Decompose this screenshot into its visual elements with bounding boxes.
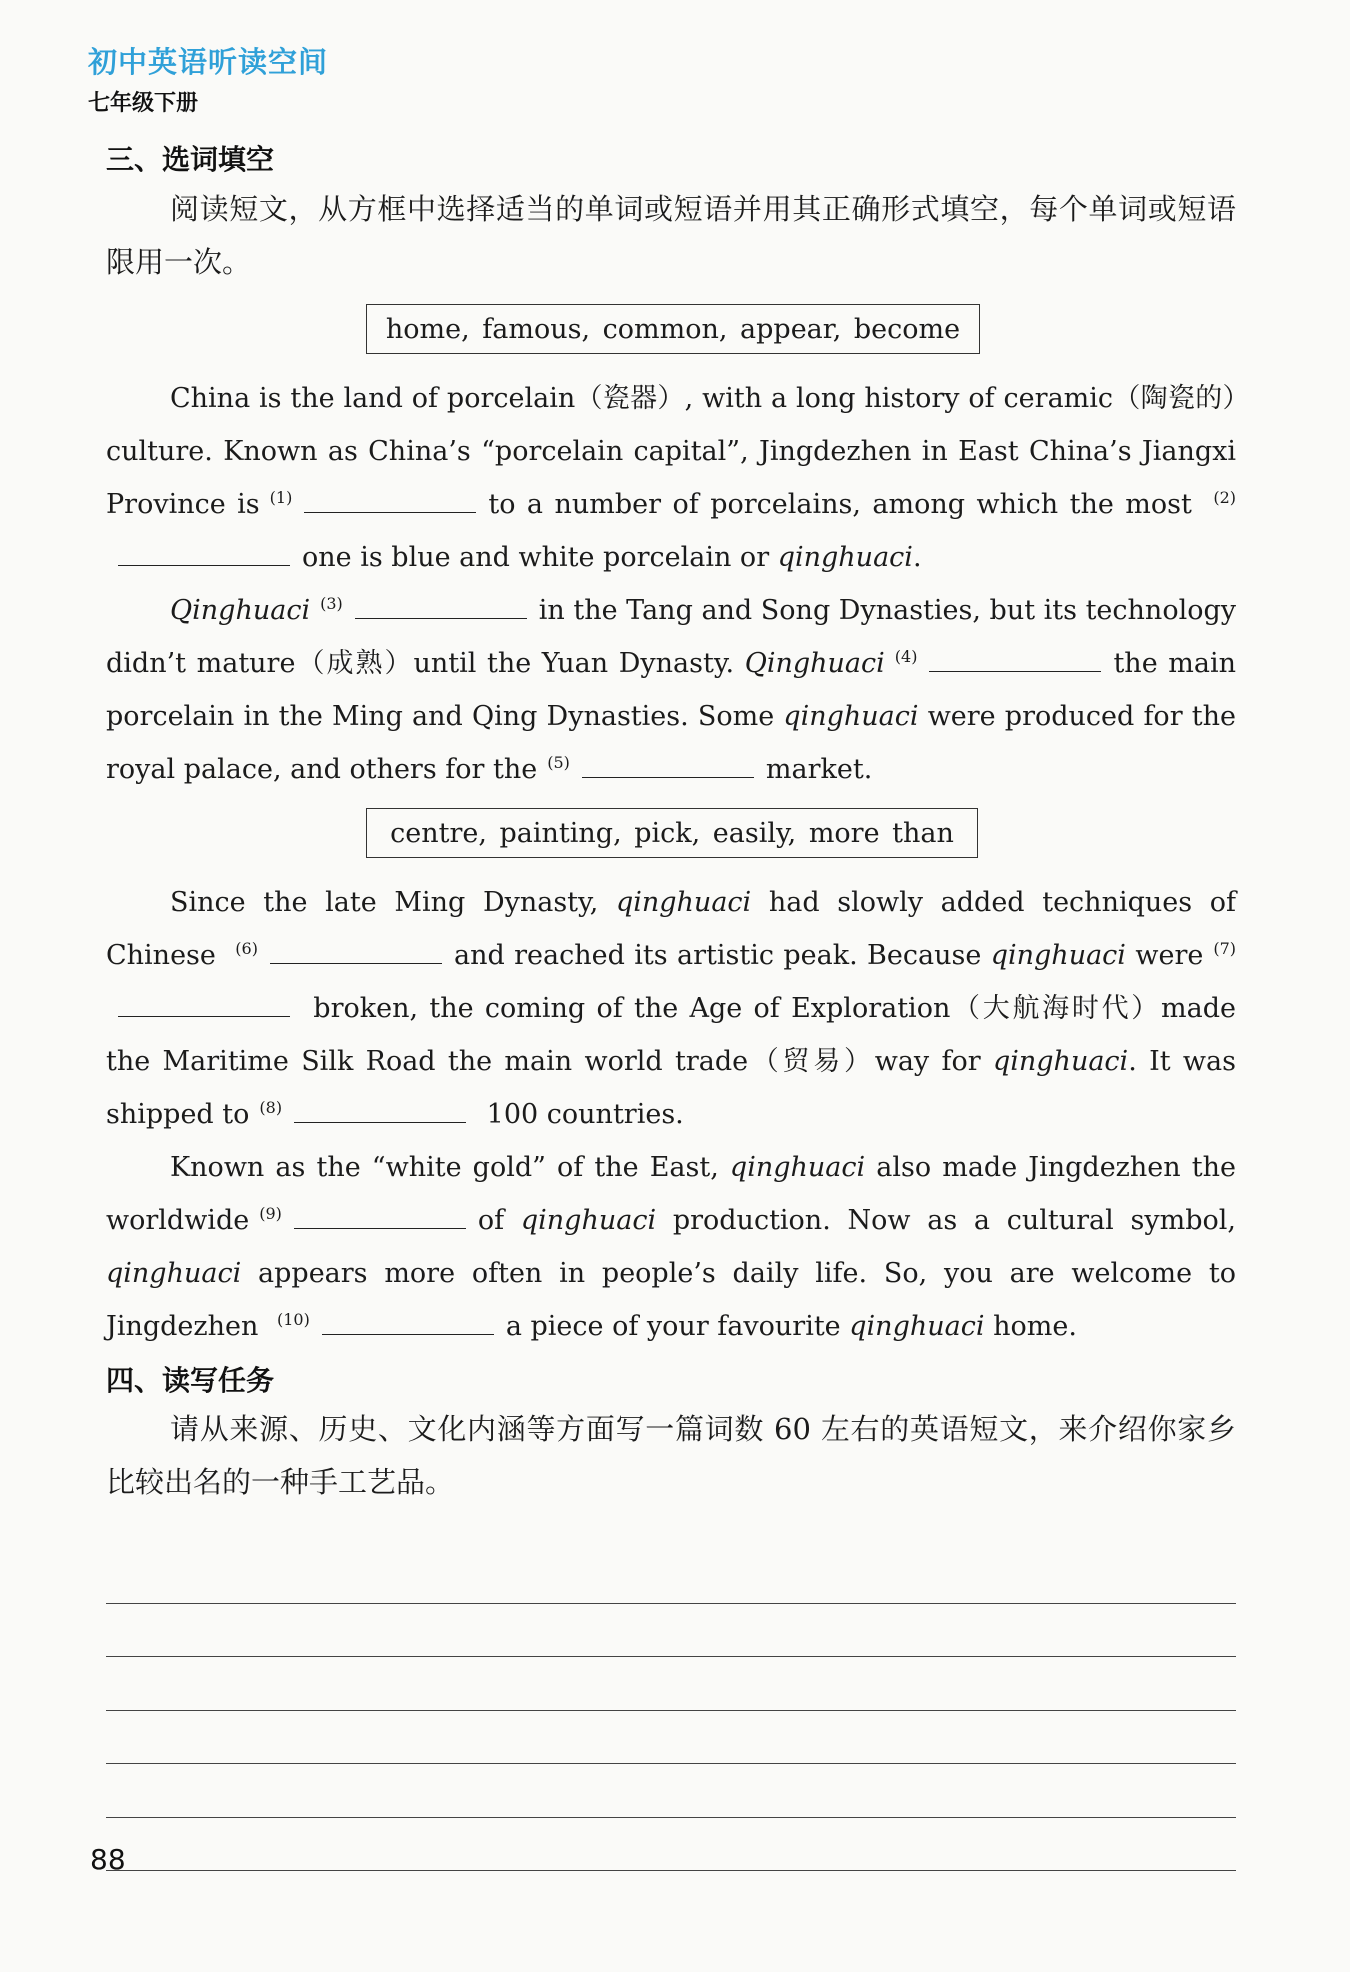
- page-number: 88: [90, 1843, 126, 1876]
- word-box-1: home, famous, common, appear, become: [366, 304, 980, 354]
- passage-part-1: [106, 372, 1236, 796]
- word-box-2: centre, painting, pick, easily, more than: [366, 808, 978, 858]
- blank-6[interactable]: [270, 937, 442, 964]
- blank-5[interactable]: [582, 751, 754, 778]
- writing-line[interactable]: [106, 1764, 1236, 1818]
- blank-3[interactable]: [355, 592, 527, 619]
- section4-instruction: 请从来源、历史、文化内涵等方面写一篇词数 60 左右的英语短文，来介绍你家乡比较出名的一种手工艺品。: [106, 1412, 1236, 1499]
- writing-line[interactable]: [106, 1550, 1236, 1604]
- blank-1[interactable]: [304, 486, 476, 513]
- paragraph-2: Qinghuaci $^{(3)}$ in the Tang and Song Dynasties, but its technology didn’t mature（成熟）until the Yuan Dynasty. Qinghuaci $^{(4)}$ the main porcelain in the Ming and Qing Dynasties. Some qinghuaci were produced for the royal palace, and others for the $^{(5)}$ market.: [106, 594, 1236, 785]
- paragraph-4: Known as the “white gold” of the East, qinghuaci also made Jingdezhen the worldwide $^{(9)}$ of qinghuaci production. Now as a cultural symbol, qinghuaci appears more often in people’s daily life. So, you are welcome to Jingdezhen $^{(10)}$ a piece of your favourite qinghuaci home.: [106, 1152, 1236, 1342]
- section3-instruction: 阅读短文，从方框中选择适当的单词或短语并用其正确形式填空，每个单词或短语限用一次。: [106, 192, 1236, 279]
- blank-10[interactable]: [322, 1308, 494, 1335]
- section4-title: 四、读写任务: [106, 1364, 275, 1397]
- book-title: 初中英语听读空间: [88, 45, 329, 79]
- writing-line[interactable]: [106, 1604, 1236, 1658]
- blank-9[interactable]: [294, 1202, 466, 1229]
- blank-7[interactable]: [118, 990, 290, 1017]
- writing-line[interactable]: [106, 1818, 1236, 1872]
- blank-4[interactable]: [929, 645, 1101, 672]
- writing-line[interactable]: [106, 1711, 1236, 1765]
- writing-area[interactable]: [106, 1550, 1236, 1871]
- paragraph-3: Since the late Ming Dynasty, qinghuaci had slowly added techniques of Chinese $^{(6)}$ and reached its artistic peak. Because qinghuaci were $^{(7)}$ broken, the coming of the Age of Exploration（大航海时代）made the Maritime Silk Road the main world trade（贸易）way for qinghuaci. It was shipped to $^{(8)}$ 100 countries.: [106, 887, 1237, 1130]
- blank-2[interactable]: [118, 539, 290, 566]
- paragraph-1: China is the land of porcelain（瓷器）, with a long history of ceramic（陶瓷的）culture. Known as China’s “porcelain capital”, Jingdezhen in East China’s Jiangxi Province is $^{(1)}$ to a number of porcelains, among which the most $^{(2)}$one is blue and white porcelain or qinghuaci.: [106, 383, 1236, 573]
- section3-title: 三、选词填空: [106, 143, 275, 176]
- grade-label: 七年级下册: [88, 91, 199, 116]
- writing-line[interactable]: [106, 1657, 1236, 1711]
- passage-part-2: [106, 876, 1236, 1353]
- blank-8[interactable]: [294, 1096, 466, 1123]
